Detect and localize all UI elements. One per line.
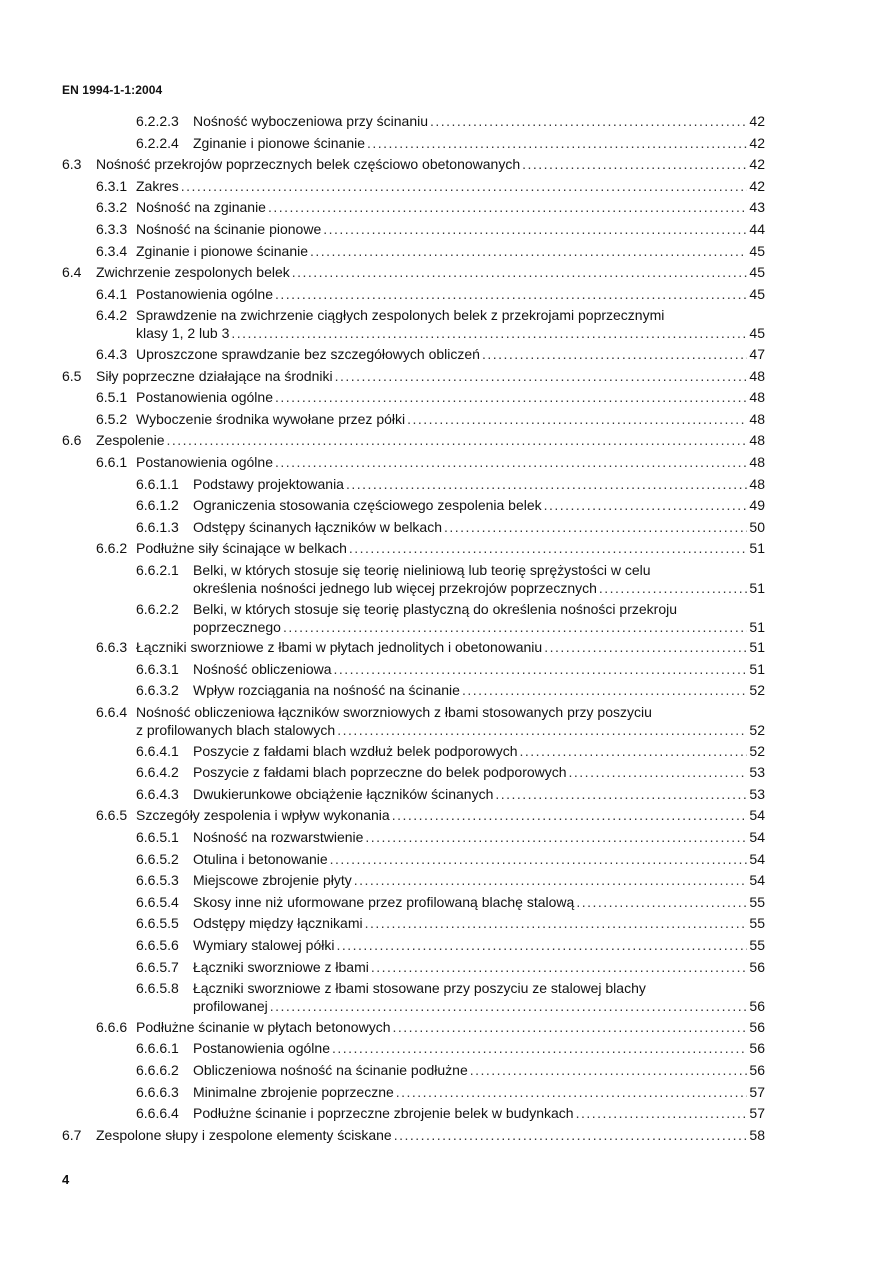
toc-entry-number: 6.5.2 — [96, 410, 128, 427]
dot-leader — [396, 1083, 748, 1101]
toc-entry-title: Uproszczone sprawdzanie bez szczegółowych obliczeń — [136, 346, 480, 362]
toc-entry-number: 6.5.1 — [96, 389, 128, 406]
dot-leader — [275, 285, 747, 303]
toc-entry-page: 42 — [749, 113, 765, 129]
dot-leader — [275, 388, 747, 406]
toc-entry-page: 54 — [749, 829, 765, 845]
dot-leader — [310, 242, 747, 260]
toc-entry-page: 56 — [749, 958, 765, 975]
dot-leader — [330, 850, 748, 868]
dot-leader — [334, 660, 748, 678]
toc-entry-title: Miejscowe zbrojenie płyty — [193, 872, 352, 889]
toc-entry-page: 45 — [749, 285, 765, 302]
toc-entry-number: 6.4 — [62, 264, 82, 281]
toc-entry-number: 6.5 — [62, 367, 82, 384]
dot-leader — [336, 936, 747, 954]
toc-entry-page: 48 — [749, 389, 765, 406]
toc-entry-title: Postanowienia ogólne — [193, 1040, 330, 1057]
toc-entry-title: określenia nośności jednego lub więcej przekrojów poprzecznych — [193, 580, 597, 596]
dot-leader — [167, 431, 748, 449]
toc-entry-number: 6.4.2 — [96, 307, 128, 324]
toc-entry-number: 6.6.5.8 — [136, 980, 179, 997]
toc-entry-page: 56 — [749, 998, 765, 1015]
toc-entry-page: 55 — [749, 915, 765, 932]
toc-entry-title: Postanowienia ogólne — [136, 454, 273, 470]
toc-entry-number: 6.6 — [62, 432, 82, 449]
toc-entry-number: 6.7 — [62, 1126, 82, 1143]
dot-leader — [181, 177, 748, 195]
toc-entry-page: 48 — [749, 432, 765, 449]
dot-leader — [231, 324, 747, 342]
toc-entry-page: 54 — [749, 872, 765, 889]
toc-entry-page: 45 — [749, 264, 765, 281]
toc-entry-title: poprzecznego — [193, 618, 281, 635]
toc-entry-page: 49 — [749, 497, 765, 514]
toc-entry-number: 6.6.5.1 — [136, 829, 179, 845]
dot-leader — [354, 871, 748, 889]
dot-leader — [430, 112, 747, 130]
toc-entry-number: 6.2.2.3 — [136, 113, 179, 129]
toc-entry-title: Otulina i betonowanie — [193, 850, 328, 867]
toc-entry-page: 48 — [749, 410, 765, 427]
toc-entry-number: 6.6.4.3 — [136, 785, 179, 802]
toc-entry-number: 6.6.4.2 — [136, 764, 179, 781]
toc-entry-number: 6.6.6.1 — [136, 1040, 179, 1057]
toc-entry-page: 52 — [749, 742, 765, 759]
toc-entry-title: Wymiary stalowej półki — [193, 937, 335, 953]
toc-entry-page: 48 — [749, 367, 765, 384]
toc-entry-title: Wyboczenie środnika wywołane przez półki — [136, 410, 406, 427]
toc-entry-title: Postanowienia ogólne — [136, 389, 273, 406]
toc-entry-title: Zakres — [136, 177, 179, 194]
toc-entry-title: Łączniki sworzniowe z łbami — [193, 958, 369, 975]
toc-entry-title: z profilowanych blach stalowych — [136, 722, 336, 738]
toc-entry-title: Odstępy ścinanych łączników w belkach — [193, 518, 443, 535]
toc-entry-page: 50 — [749, 518, 765, 535]
toc-entry-title: Poszycie z fałdami blach wzdłuż belek podporowych — [193, 742, 518, 759]
toc-entry-title: Ograniczenia stosowania częściowego zespolenia belek — [193, 497, 542, 514]
toc-entry-page: 55 — [749, 937, 765, 953]
toc-entry-number: 6.6.6 — [96, 1018, 128, 1035]
toc-entry-title: Zwichrzenie zespolonych belek — [96, 264, 290, 281]
toc-entry-page: 52 — [749, 722, 765, 738]
dot-leader — [392, 806, 748, 824]
toc-entry-title-line1: Belki, w których stosuje się teorię nieliniową lub teorię sprężystości w celu — [193, 562, 651, 578]
dot-leader — [569, 763, 748, 781]
toc-entry-title: Nośność obliczeniowa — [193, 660, 332, 677]
dot-leader — [470, 1061, 748, 1079]
dot-leader — [349, 539, 748, 557]
dot-leader — [346, 475, 747, 493]
toc-entry-title: Podstawy projektowania — [193, 475, 344, 492]
toc-entry-title: Podłużne ścinanie i poprzeczne zbrojenie belek w budynkach — [193, 1105, 574, 1122]
toc-entry-number: 6.6.6.2 — [136, 1062, 179, 1078]
dot-leader — [544, 638, 747, 656]
toc-entry-page: 58 — [749, 1126, 765, 1143]
toc-entry-page: 45 — [749, 325, 765, 342]
dot-leader — [275, 453, 747, 471]
toc-entry-page: 42 — [749, 134, 765, 151]
toc-entry-number: 6.6.4.1 — [136, 742, 179, 759]
toc-entry-title: Obliczeniowa nośność na ścinanie podłużne — [193, 1062, 468, 1078]
dot-leader — [337, 721, 747, 739]
toc-entry-page: 47 — [749, 346, 765, 362]
toc-entry-title: Poszycie z fałdami blach poprzeczne do belek podporowych — [193, 764, 567, 781]
toc-entry-number: 6.6.5 — [96, 807, 128, 824]
toc-entry-number: 6.6.1.3 — [136, 518, 179, 535]
toc-entry-page: 53 — [749, 764, 765, 781]
toc-entry-number: 6.2.2.4 — [136, 134, 179, 151]
toc-entry-number: 6.6.5.7 — [136, 958, 179, 975]
toc-entry-page: 44 — [749, 221, 765, 237]
toc-entry-page: 55 — [749, 893, 765, 910]
toc-entry-number: 6.6.2.2 — [136, 600, 179, 617]
dot-leader — [576, 893, 747, 911]
toc-entry-title: Odstępy między łącznikami — [193, 915, 363, 932]
toc-entry-page: 53 — [749, 785, 765, 802]
toc-entry-number: 6.3.1 — [96, 177, 128, 194]
toc-entry-title: Postanowienia ogólne — [136, 285, 273, 302]
toc-entry-page: 56 — [749, 1040, 765, 1057]
toc-entry-number: 6.6.5.4 — [136, 893, 179, 910]
toc-entry-title: Dwukierunkowe obciążenie łączników ścinanych — [193, 785, 494, 802]
toc-entry-title: Zespolone słupy i zespolone elementy ściskane — [96, 1126, 392, 1143]
dot-leader — [332, 1039, 747, 1057]
toc-entry-title-line1: Nośność obliczeniowa łączników sworzniowych z łbami stosowanych przy poszyciu — [136, 704, 652, 720]
toc-entry-title-line1: Łączniki sworzniowe z łbami stosowane przy poszyciu ze stalowej blachy — [193, 980, 646, 997]
toc-entry-title: Siły poprzeczne działające na środniki — [96, 367, 333, 384]
toc-entry-title: Nośność na ścinanie pionowe — [136, 221, 322, 237]
dot-leader — [283, 618, 747, 636]
dot-leader — [268, 198, 747, 216]
dot-leader — [365, 914, 748, 932]
dot-leader — [522, 155, 747, 173]
toc-entry-number: 6.3.3 — [96, 221, 128, 237]
toc-entry-title: Szczegóły zespolenia i wpływ wykonania — [136, 807, 390, 824]
dot-leader — [394, 1126, 748, 1144]
toc-entry-number: 6.6.2 — [96, 540, 128, 557]
toc-entry-number: 6.6.6.3 — [136, 1083, 179, 1100]
dot-leader — [407, 410, 747, 428]
toc-entry-title: profilowanej — [193, 998, 268, 1015]
dot-leader — [576, 1104, 748, 1122]
toc-entry-number: 6.6.3.2 — [136, 682, 179, 699]
toc-entry-title: Zginanie i pionowe ścinanie — [136, 242, 308, 259]
toc-entry-number: 6.6.5.5 — [136, 915, 179, 932]
toc-entry-number: 6.4.3 — [96, 346, 128, 362]
toc-entry-page: 51 — [749, 660, 765, 677]
toc-entry-number: 6.6.1.2 — [136, 497, 179, 514]
toc-entry-number: 6.6.5.6 — [136, 937, 179, 953]
toc-entry-title: Minimalne zbrojenie poprzeczne — [193, 1083, 394, 1100]
toc-entry-title: Zginanie i pionowe ścinanie — [193, 134, 365, 151]
dot-leader — [599, 579, 748, 597]
toc-entry-number: 6.6.3 — [96, 639, 128, 656]
dot-leader — [365, 828, 747, 846]
toc-entry-page: 51 — [749, 639, 765, 656]
toc-entry-page: 52 — [749, 682, 765, 699]
toc-entry-page: 54 — [749, 807, 765, 824]
toc-entry-title: Łączniki sworzniowe z łbami w płytach jednolitych i obetonowaniu — [136, 639, 543, 656]
toc-entry-page: 56 — [749, 1018, 765, 1035]
toc-entry-page: 42 — [749, 177, 765, 194]
toc-entry-page: 57 — [749, 1105, 765, 1122]
toc-entry-number: 6.6.6.4 — [136, 1105, 179, 1122]
toc-entry-title: Nośność wyboczeniowa przy ścinaniu — [193, 113, 428, 129]
toc-entry-number: 6.6.4 — [96, 704, 128, 720]
dot-leader — [444, 518, 747, 536]
toc-entry-page: 56 — [749, 1062, 765, 1078]
toc-entry-page: 48 — [749, 454, 765, 470]
dot-leader — [292, 263, 748, 281]
dot-leader — [371, 958, 748, 976]
dot-leader — [393, 1018, 748, 1036]
toc-entry-page: 43 — [749, 199, 765, 216]
toc-entry-title: Podłużne siły ścinające w belkach — [136, 540, 347, 557]
toc-entry-number: 6.6.1 — [96, 454, 128, 470]
toc-entry-number: 6.6.5.2 — [136, 850, 179, 867]
toc-entry-number: 6.6.3.1 — [136, 660, 179, 677]
toc-entry-page: 57 — [749, 1083, 765, 1100]
toc-entry-title: Skosy inne niż uformowane przez profilowaną blachę stalową — [193, 893, 575, 910]
toc-entry-title-line1: Belki, w których stosuje się teorię plastyczną do określenia nośności przekroju — [193, 600, 678, 617]
dot-leader — [323, 220, 747, 238]
toc-entry-title: Podłużne ścinanie w płytach betonowych — [136, 1018, 391, 1035]
toc-entry-page: 51 — [749, 618, 765, 635]
toc-entry-page: 54 — [749, 850, 765, 867]
toc-entry-page: 51 — [749, 580, 765, 596]
toc-entry-title: Nośność na zginanie — [136, 199, 266, 216]
toc-entry-number: 6.6.5.3 — [136, 872, 179, 889]
toc-entry-number: 6.3.2 — [96, 199, 128, 216]
document-id-header: EN 1994-1-1:2004 — [62, 83, 163, 97]
toc-entry-number: 6.6.1.1 — [136, 475, 179, 492]
toc-entry-title: klasy 1, 2 lub 3 — [136, 325, 230, 342]
toc-entry-title: Zespolenie — [96, 432, 165, 449]
dot-leader — [544, 496, 748, 514]
toc-entry-number: 6.6.2.1 — [136, 562, 179, 578]
dot-leader — [482, 345, 747, 363]
dot-leader — [335, 367, 748, 385]
dot-leader — [520, 742, 748, 760]
page-number: 4 — [62, 1172, 70, 1187]
dot-leader — [367, 134, 747, 152]
dot-leader — [462, 681, 747, 699]
dot-leader — [270, 997, 748, 1015]
toc-entry-page: 45 — [749, 242, 765, 259]
toc-entry-page: 48 — [749, 475, 765, 492]
toc-entry-number: 6.3 — [62, 156, 82, 173]
toc-entry-title: Wpływ rozciągania na nośność na ścinanie — [193, 682, 460, 699]
toc-entry-page: 51 — [749, 540, 765, 557]
toc-entry-title: Nośność na rozwarstwienie — [193, 829, 364, 845]
toc-entry-number: 6.3.4 — [96, 242, 128, 259]
toc-entry-title-line1: Sprawdzenie na zwichrzenie ciągłych zespolonych belek z przekrojami poprzecznymi — [136, 307, 665, 324]
toc-entry-title: Nośność przekrojów poprzecznych belek częściowo obetonowanych — [96, 156, 521, 173]
toc-entry-number: 6.4.1 — [96, 285, 128, 302]
toc-entry-page: 42 — [749, 156, 765, 173]
dot-leader — [495, 785, 747, 803]
